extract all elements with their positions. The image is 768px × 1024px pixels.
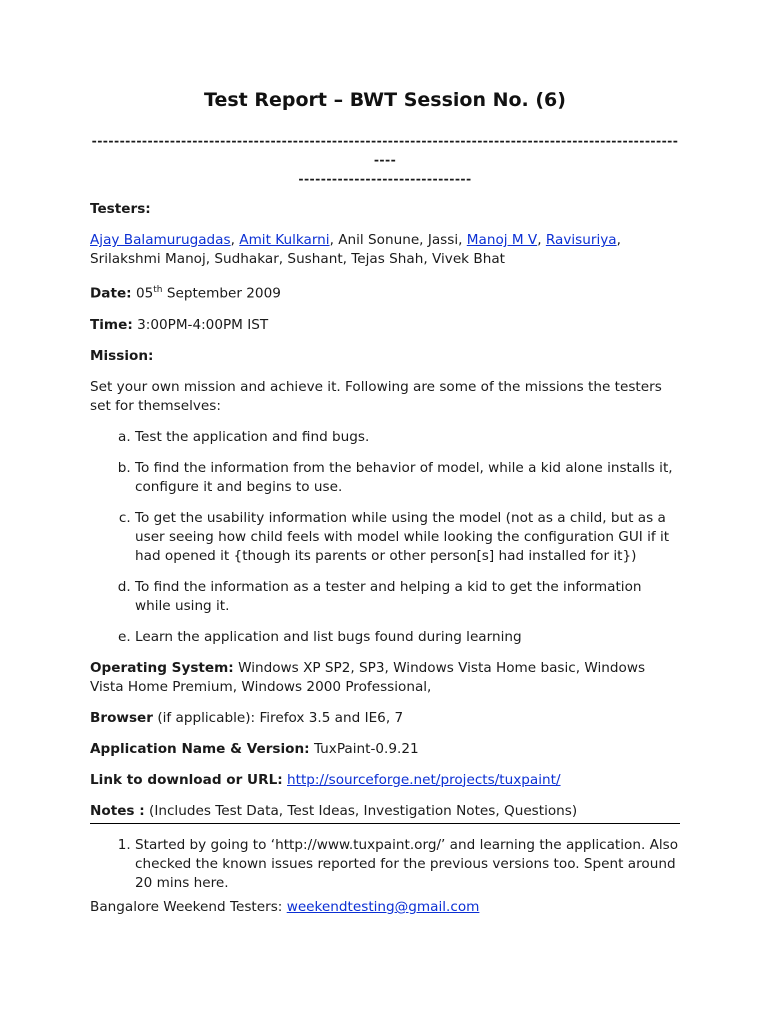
date-line: [90, 281, 680, 304]
mission-list: [90, 428, 680, 647]
separator: [90, 131, 680, 188]
list-item: b. To find the information from the behavior of model, while a kid alone installs it, configure it and begins to use.: [135, 459, 680, 497]
footer-label: Bangalore Weekend Testers:: [90, 899, 283, 915]
tester-link-ajay[interactable]: Ajay Balamurugadas: [90, 232, 231, 248]
footer: [90, 898, 479, 917]
date-day: 05: [135, 285, 154, 302]
download-link[interactable]: http://sourceforge.net/projects/tuxpaint/: [287, 771, 561, 788]
notes-description: (Includes Test Data, Test Ideas, Investigation Notes, Questions): [149, 802, 578, 819]
notes-list: [90, 836, 680, 893]
time-line: [90, 316, 680, 335]
tester-link-manoj[interactable]: Manoj M V: [466, 232, 538, 248]
app-line: [90, 740, 680, 759]
os-value: Windows XP SP2, SP3, Windows Vista Home basic, Windows Vista Home Premium, Windows 2000 Professional,: [90, 659, 646, 695]
document-body: [90, 88, 680, 905]
mission-label: Mission:: [90, 347, 154, 364]
tester-names-plain-2: Srilakshmi Manoj, Sudhakar, Sushant, Tejas Shah, Vivek Bhat: [90, 251, 505, 267]
tester-link-ravisuriya[interactable]: Ravisuriya: [545, 232, 617, 248]
os-label: Operating System:: [90, 659, 234, 676]
document-title: Test Report – BWT Session No. (6): [204, 89, 566, 111]
time-label: Time:: [90, 316, 133, 333]
app-value: TuxPaint-0.9.21: [313, 740, 419, 757]
date-suffix: th: [153, 285, 163, 295]
tester-link-amit[interactable]: Amit Kulkarni: [239, 232, 330, 248]
app-label: Application Name & Version:: [90, 740, 310, 757]
mission-heading: [90, 347, 680, 366]
link-line: [90, 771, 680, 790]
browser-qualifier: (if applicable):: [157, 709, 256, 726]
list-item: a. Test the application and find bugs.: [135, 428, 680, 447]
list-item: e. Learn the application and list bugs found during learning: [135, 628, 680, 647]
notes-heading: [90, 802, 680, 824]
testers-label: Testers:: [90, 201, 151, 217]
testers-list: Ajay Balamurugadas, Amit Kulkarni, Anil Sonune, Jassi, Manoj M V, Ravisuriya, Srilakshmi Manoj, Sudhakar, Sushant, Tejas Shah, Vivek Bhat: [90, 232, 621, 267]
date-label: Date:: [90, 285, 132, 302]
mission-intro: Set your own mission and achieve it. Following are some of the missions the testers set for themselves:: [90, 378, 662, 414]
footer-email-link[interactable]: weekendtesting@gmail.com: [286, 899, 480, 915]
list-item: 1. Started by going to ‘http://www.tuxpaint.org/’ and learning the application. Also checked the known issues reported for the previous versions too. Spent around 20 mins here.: [135, 836, 680, 893]
time-value: 3:00PM-4:00PM IST: [137, 316, 269, 333]
separator-line-1: -------------------------------------------------------------------------------------------------------------: [91, 133, 679, 167]
date-rest: September 2009: [162, 285, 281, 302]
browser-label: Browser: [90, 709, 153, 726]
list-item: d. To find the information as a tester and helping a kid to get the information while using it.: [135, 578, 680, 616]
list-item: c. To get the usability information while using the model (not as a child, but as a user seeing how child feels with model while looking the configuration GUI if it had opened it {though its parents or other person[s] had installed for it}): [135, 509, 680, 566]
tester-names-plain-1: Anil Sonune, Jassi: [338, 232, 459, 248]
browser-value: Firefox 3.5 and IE6, 7: [259, 709, 404, 726]
notes-label: Notes :: [90, 802, 145, 819]
testers-heading: [90, 200, 680, 219]
link-label: Link to download or URL:: [90, 771, 283, 788]
browser-line: [90, 709, 680, 728]
os-line: [90, 659, 680, 697]
separator-line-2: -------------------------------: [298, 171, 472, 186]
